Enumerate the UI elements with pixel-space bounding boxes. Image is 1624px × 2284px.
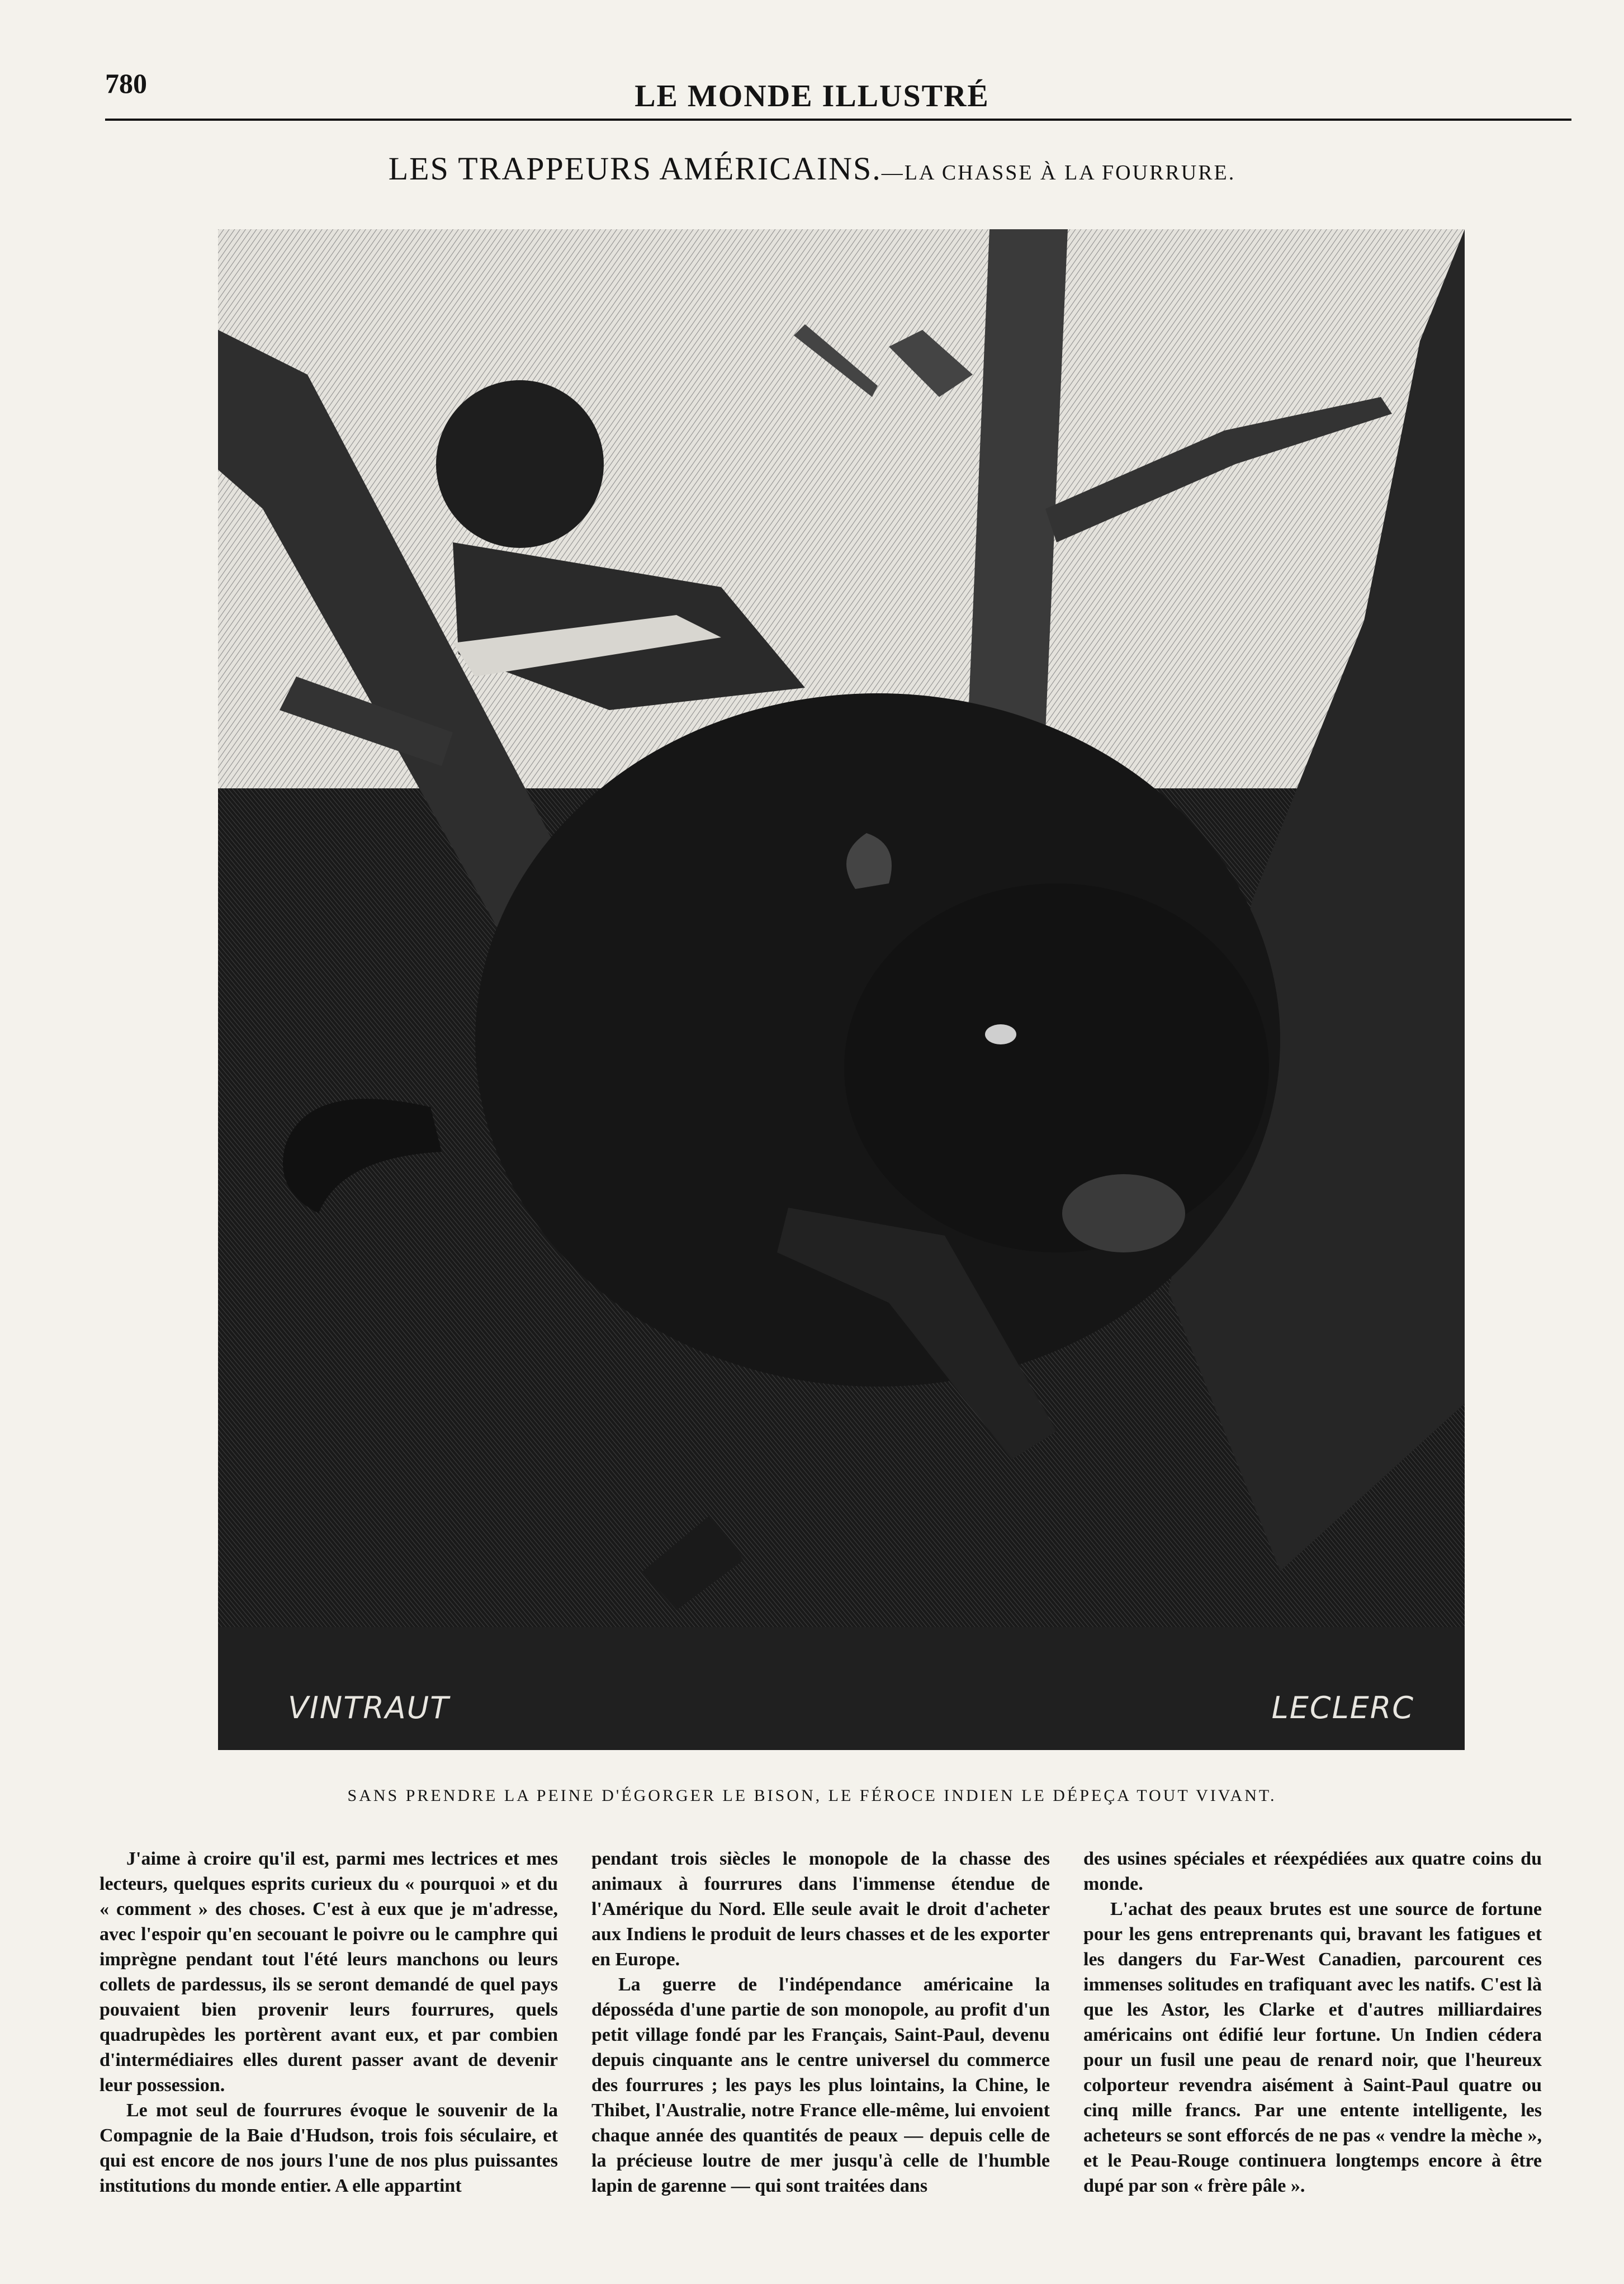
engraving-illustration [218,229,1465,1750]
paragraph: La guerre de l'indépendance américaine la déposséda d'une partie de son monopole, au profit d'un petit village fondé par les Français, Saint-Paul, devenu depuis cinquante ans le centre universel du commerce des fourrures ; les pays les plus lointains, la Chine, le Thibet, l'Australie, notre France elle-même, lui envoient chaque année des quantités de peaux — depuis celle de la précieuse loutre de mer jusqu'à celle de l'humble lapin de garenne — qui sont traitées dans [591,1974,1050,2196]
text-column-3 [1083,1846,1542,2238]
paragraph: pendant trois siècles le monopole de la chasse des animaux à fourrures dans l'immense étendue de l'Amérique du Nord. Elle seule avait le droit d'acheter aux Indiens le produit de leurs chasses et de les exporter en Europe. [591,1848,1050,1970]
article-title [0,150,1624,187]
article-columns [100,1846,1542,2238]
paragraph: J'aime à croire qu'il est, parmi mes lectrices et mes lecteurs, quelques esprits curieux du « pourquoi » et du « comment » des choses. C'est à eux que je m'adresse, avec l'espoir qu'en secouant le poivre ou le camphre qui imprègne pendant tout l'été leurs manchons ou leurs collets de pardessus, ils se seront demandé de quel pays pouvaient bien provenir leurs fourrures, quels quadrupèdes les portèrent avant eux, et par combien d'intermédiaires elles durent passer avant de devenir leur possession. [100,1848,558,2096]
article-title-sub: —LA CHASSE À LA FOURRURE. [881,161,1236,185]
paragraph: L'achat des peaux brutes est une source de fortune pour les gens entreprenants qui, bravant les fatigues et les dangers du Far-West Canadien, parcourent ces immenses solitudes en trafiquant avec les natifs. C'est là que les Astor, les Clarke et d'autres milliardaires américains ont édifié leur fortune. Un Indien cédera pour un fusil une peau de renard noir, que l'heureux colporteur revendra aisément à Saint-Paul quatre ou cinq mille francs. Par une entente intelligente, les acheteurs se sont efforcés de ne pas « vendre la mèche », et le Peau-Rouge continuera longtemps encore à être dupé par son « frère pâle ». [1083,1899,1542,2196]
illustration-caption: SANS PRENDRE LA PEINE D'ÉGORGER LE BISON, LE FÉROCE INDIEN LE DÉPEÇA TOUT VIVANT. [347,1786,1277,1805]
journal-title: LE MONDE ILLUSTRÉ [635,79,989,114]
engraving-picture [218,229,1465,1750]
artist-signature-left: VINTRAUT [288,1690,450,1725]
article-title-main: LES TRAPPEURS AMÉRICAINS. [388,150,882,187]
paragraph: des usines spéciales et réexpédiées aux quatre coins du monde. [1083,1848,1542,1894]
engraver-signature-right: LECLERC [1271,1690,1414,1725]
text-column-1 [100,1846,558,2238]
header-rule [105,119,1571,121]
paragraph: Le mot seul de fourrures évoque le souvenir de la Compagnie de la Baie d'Hudson, trois fois séculaire, et qui est encore de nos jours l'une de nos plus puissantes institutions du monde entier. A elle appartint [100,2100,558,2196]
page-number: 780 [105,68,147,99]
text-column-2 [591,1846,1050,2238]
